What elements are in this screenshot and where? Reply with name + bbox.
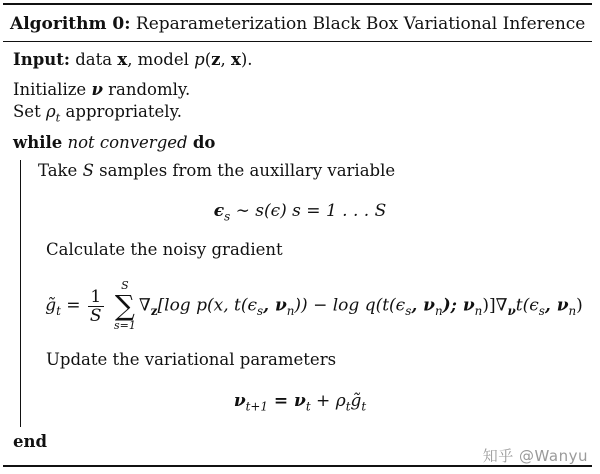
eq2-n3: n [474,303,483,318]
eq3-rest: = ν [267,391,306,411]
step-1 [38,161,395,181]
eq2-sum-upper: S [121,279,129,292]
eq3-t3: t [361,399,367,414]
step-2 [46,240,283,260]
input-comma: , [220,50,226,69]
eq2-part-2: , ν [263,295,287,316]
eq2-s3: s [538,303,545,318]
init-text: Initialize [13,80,87,99]
eq3-g: g̃ [350,391,362,411]
input-text-2: , model [127,50,189,69]
eq2-s2: s [405,303,412,318]
eq2-num: 1 [90,286,102,307]
while-keyword: while [13,133,63,152]
input-line [13,50,253,70]
algorithm-label: Algorithm 0: [10,14,131,34]
eq2-nabla-sub: z [150,303,158,318]
eq2-fraction [88,288,104,325]
eq2-part-9: ) [576,295,583,316]
eq2-part-3: )) − log q(t(ϵ [294,295,406,316]
while-line [13,133,215,153]
eq1-rest: ∼ s(ϵ) s = 1 . . . S [230,201,387,221]
input-paren-close: ). [240,50,253,69]
rho: ρ [45,102,56,121]
rho-sub: t [55,110,61,125]
algorithm-title [10,14,585,34]
init-line-1 [13,80,190,100]
set-text-2: appropriately. [65,102,182,121]
eq2-nabla: ∇ [138,295,151,316]
title-divider [3,41,592,42]
eq2-part-4: , ν [411,295,435,316]
eq1-sub: s [224,209,231,224]
eq3-sub: t+1 [245,399,268,414]
input-p: p [194,50,205,69]
step-3-text: Update the variational parameters [46,350,337,369]
input-x2: x [231,50,241,69]
input-z: z [211,50,221,69]
init-line-2 [13,102,182,127]
eq2-part-6: )]∇ [482,295,508,316]
eq1-eps: ϵ [213,201,225,221]
eq2-sum [114,280,136,332]
while-condition: not converged [67,133,188,152]
do-keyword: do [192,133,216,152]
eq3-plus: + ρ [310,391,346,411]
step-1-rest: samples from the auxillary variable [99,161,396,180]
set-text: Set [13,102,41,121]
step-3 [46,350,336,370]
equation-2 [14,280,600,332]
equation-1 [0,200,600,227]
input-keyword: Input: [13,50,70,69]
eq3-t2: t [345,399,351,414]
eq2-part-7: t(ϵ [515,295,539,316]
init-text-2: randomly. [108,80,191,99]
input-paren: ( [204,50,212,69]
eq2-part-8: , ν [544,295,569,316]
end-keyword: end [13,432,48,451]
step-2-text: Calculate the noisy gradient [46,240,283,259]
eq2-den: S [89,305,102,326]
input-text: data [75,50,113,69]
algorithm-name: Reparameterization Black Box Variational Inference [135,14,586,34]
end-line [13,432,47,452]
init-nu: ν [91,80,103,99]
step-1-S: S [82,161,94,180]
eq2-n4: n [568,303,577,318]
eq2-sum-lower: s=1 [113,319,136,332]
input-x: x [117,50,128,69]
eq2-part: [log p(x, t(ϵ [157,295,257,316]
eq2-n2: n [434,303,443,318]
eq2-n1: n [286,303,295,318]
sigma-icon: ∑ [114,289,135,322]
step-1-text: Take [38,161,78,180]
eq3-t: t [305,399,311,414]
eq2-s1: s [257,303,264,318]
eq2-part-5: ); ν [442,295,475,316]
eq2-eq: = [60,295,86,316]
eq2-lhs-sub: t [56,303,61,318]
eq2-lhs: g̃ [45,295,57,316]
eq3-nu: ν [233,391,246,411]
equation-3 [0,390,600,417]
watermark: 知乎 @Wanyu [482,447,588,465]
eq2-nu-sub: ν [507,303,516,318]
